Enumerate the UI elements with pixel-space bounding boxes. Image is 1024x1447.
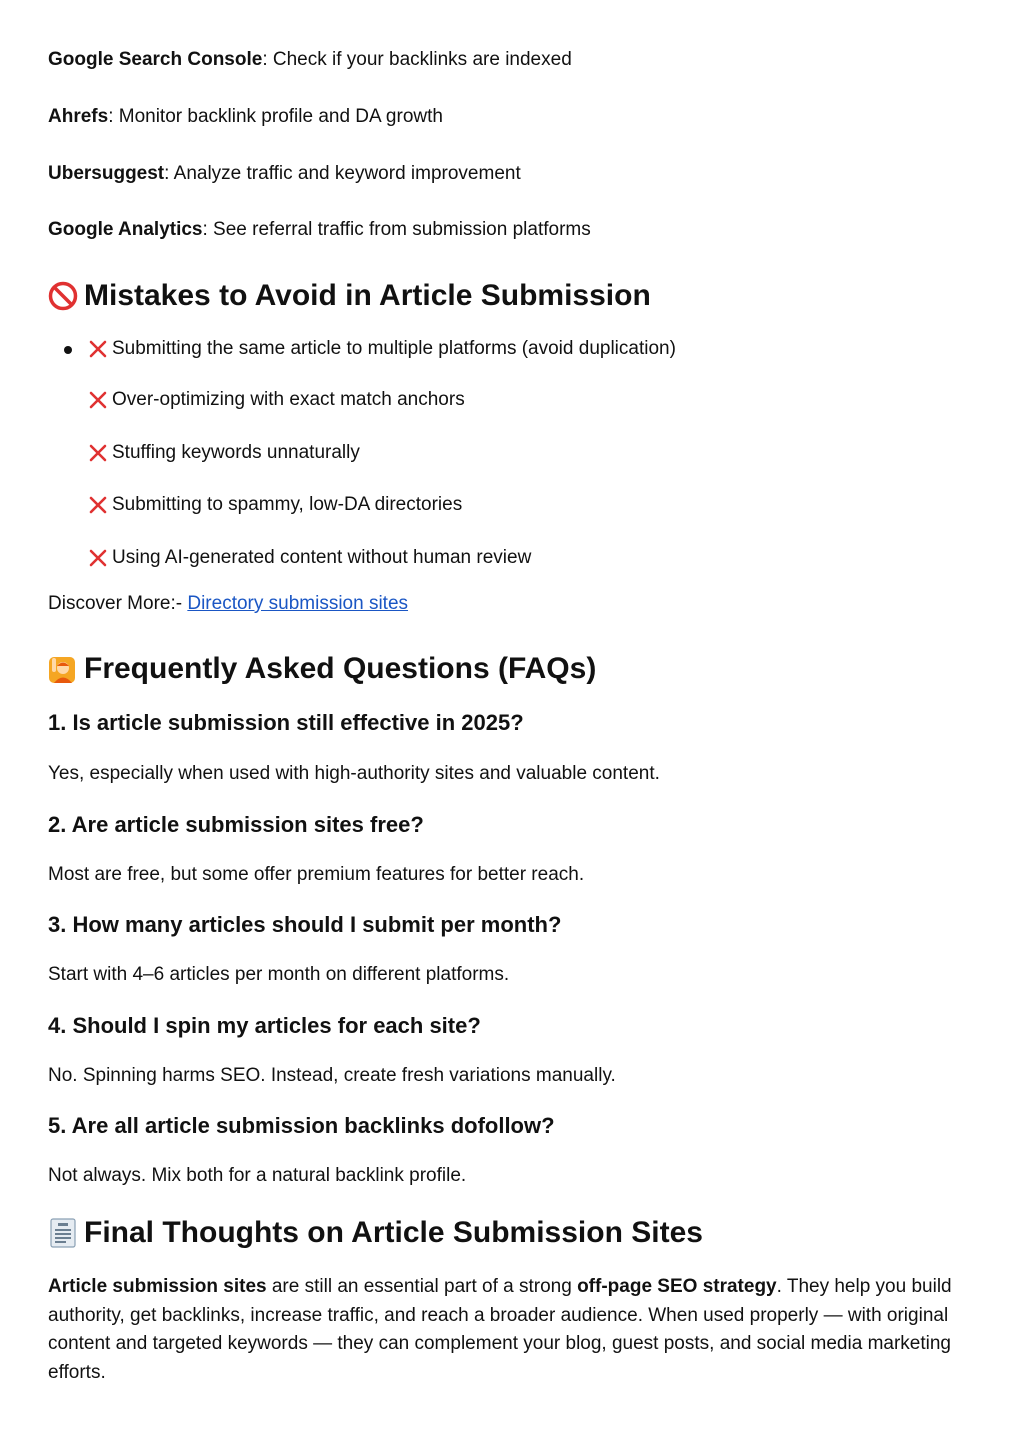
list-item: Stuffing keywords unnaturally [88, 441, 360, 465]
cross-mark-icon [88, 339, 108, 359]
faq-answer: Not always. Mix both for a natural backlink profile. [48, 1165, 467, 1186]
list-item: Submitting the same article to multiple platforms (avoid duplication) [88, 337, 676, 361]
tool-item: Google Search Console: Check if your backlinks are indexed [48, 49, 572, 70]
list-item: Using AI-generated content without human review [88, 546, 531, 570]
faq-question: 1. Is article submission still effective in 2025? [48, 710, 524, 735]
cross-mark-icon [88, 495, 108, 515]
tool-item: Ubersuggest: Analyze traffic and keyword improvement [48, 163, 521, 184]
faq-question: 2. Are article submission sites free? [48, 812, 424, 837]
cross-mark-icon [88, 443, 108, 463]
faq-answer: Yes, especially when used with high-authority sites and valuable content. [48, 763, 660, 784]
faq-answer: No. Spinning harms SEO. Instead, create fresh variations manually. [48, 1065, 616, 1086]
directory-submission-link[interactable]: Directory submission sites [187, 593, 409, 614]
cross-mark-icon [88, 390, 108, 410]
person-raising-hand-icon [48, 654, 78, 684]
list-item: Over-optimizing with exact match anchors [88, 388, 465, 412]
cross-mark-icon [88, 548, 108, 568]
faq-answer: Most are free, but some offer premium features for better reach. [48, 864, 585, 885]
faq-answer: Start with 4–6 articles per month on different platforms. [48, 964, 510, 985]
no-entry-icon [48, 281, 78, 311]
document-icon [48, 1218, 78, 1248]
bullet-dot [64, 346, 72, 354]
faq-heading: Frequently Asked Questions (FAQs) [48, 651, 596, 687]
discover-more: Discover More:- Directory submission sites [48, 593, 409, 614]
mistakes-heading: Mistakes to Avoid in Article Submission [48, 278, 651, 314]
list-item: Submitting to spammy, low-DA directories [88, 493, 462, 517]
final-thoughts-heading: Final Thoughts on Article Submission Sites [48, 1215, 703, 1251]
faq-question: 5. Are all article submission backlinks dofollow? [48, 1113, 555, 1138]
faq-question: 4. Should I spin my articles for each site? [48, 1013, 481, 1038]
faq-question: 3. How many articles should I submit per month? [48, 912, 562, 937]
tool-item: Google Analytics: See referral traffic from submission platforms [48, 219, 591, 240]
final-paragraph: Article submission sites are still an essential part of a strong off-page SEO strategy. They help you build authority, get backlinks, increase traffic, and reach a broader audience. When used properly — with original content and targeted keywords — they can complement your blog, guest posts, and social media marketing efforts. [48, 1276, 952, 1383]
tool-item: Ahrefs: Monitor backlink profile and DA growth [48, 106, 443, 127]
